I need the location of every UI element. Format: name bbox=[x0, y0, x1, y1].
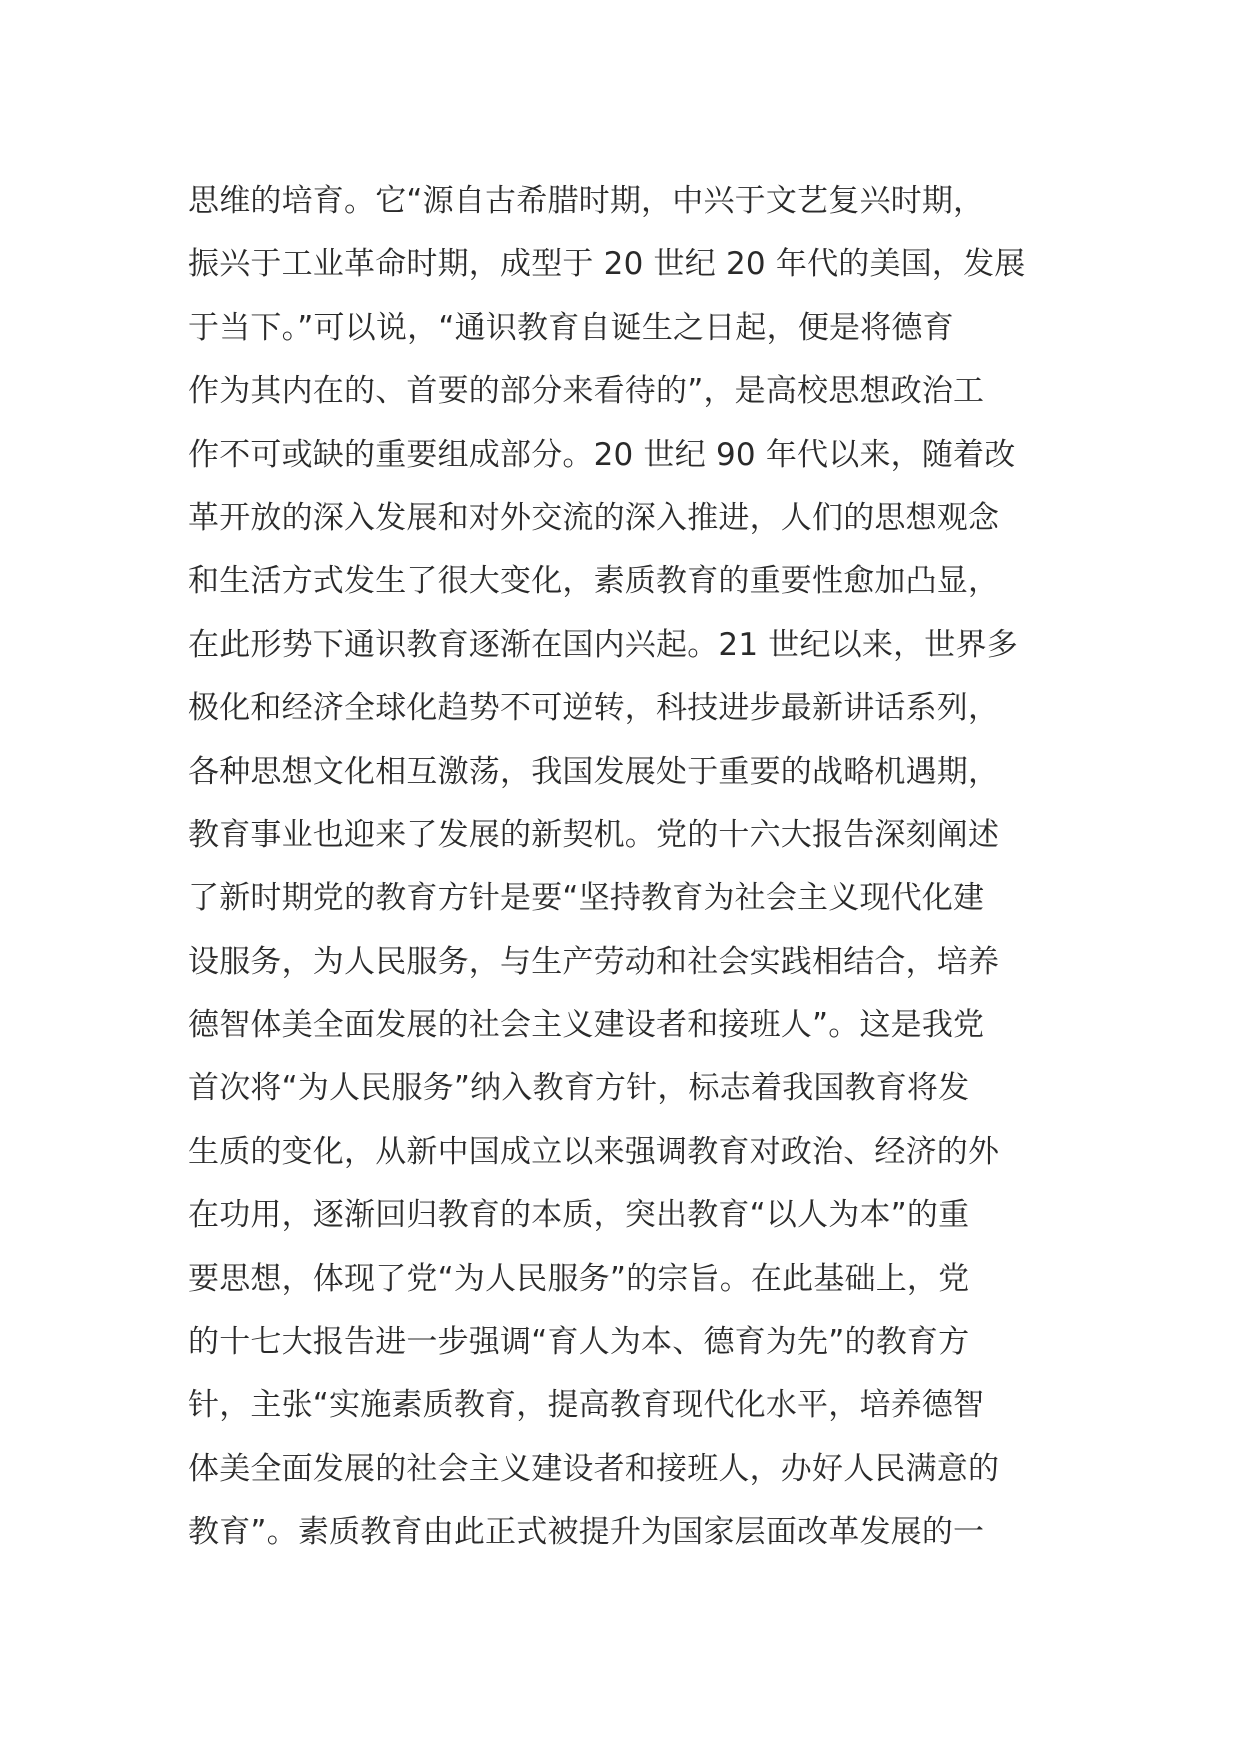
text-line: 要思想，体现了党“为人民服务”的宗旨。在此基础上，党 bbox=[188, 1260, 970, 1297]
body-paragraph bbox=[188, 170, 1068, 1565]
text-line: 在功用，逐渐回归教育的本质，突出教育“以人为本”的重 bbox=[188, 1197, 970, 1234]
text-line: 德智体美全面发展的社会主义建设者和接班人”。这是我党 bbox=[188, 1007, 985, 1044]
text-line: 作为其内在的、首要的部分来看待的”，是高校思想政治工 bbox=[188, 373, 985, 410]
text-line: 于当下。”可以说，“通识教育自诞生之日起，便是将德育 bbox=[188, 309, 954, 346]
text-line: 和生活方式发生了很大变化，素质教育的重要性愈加凸显， bbox=[188, 563, 1000, 600]
text-line: 在此形势下通识教育逐渐在国内兴起。21 世纪以来，世界多 bbox=[188, 626, 1018, 663]
text-line: 了新时期党的教育方针是要“坚持教育为社会主义现代化建 bbox=[188, 880, 985, 917]
text-line: 极化和经济全球化趋势不可逆转，科技进步最新讲话系列， bbox=[188, 690, 1000, 727]
text-line: 设服务，为人民服务，与生产劳动和社会实践相结合，培养 bbox=[188, 943, 1000, 980]
text-line: 生质的变化，从新中国成立以来强调教育对政治、经济的外 bbox=[188, 1133, 1000, 1170]
text-line: 首次将“为人民服务”纳入教育方针，标志着我国教育将发 bbox=[188, 1070, 970, 1107]
text-line: 振兴于工业革命时期，成型于 20 世纪 20 年代的美国，发展 bbox=[188, 246, 1026, 283]
text-line: 革开放的深入发展和对外交流的深入推进，人们的思想观念 bbox=[188, 499, 1000, 536]
text-line: 思维的培育。它“源自古希腊时期，中兴于文艺复兴时期， bbox=[188, 183, 985, 219]
text-line: 各种思想文化相互激荡，我国发展处于重要的战略机遇期， bbox=[188, 753, 1000, 790]
text-line: 作不可或缺的重要组成部分。20 世纪 90 年代以来，随着改 bbox=[188, 436, 1016, 473]
text-line: 的十七大报告进一步强调“育人为本、德育为先”的教育方 bbox=[188, 1324, 970, 1361]
text-line: 体美全面发展的社会主义建设者和接班人，办好人民满意的 bbox=[188, 1450, 1000, 1487]
text-line: 针，主张“实施素质教育，提高教育现代化水平，培养德智 bbox=[188, 1387, 985, 1424]
text-line: 教育事业也迎来了发展的新契机。党的十六大报告深刻阐述 bbox=[188, 816, 1000, 853]
text-line: 教育”。素质教育由此正式被提升为国家层面改革发展的一 bbox=[188, 1514, 985, 1551]
